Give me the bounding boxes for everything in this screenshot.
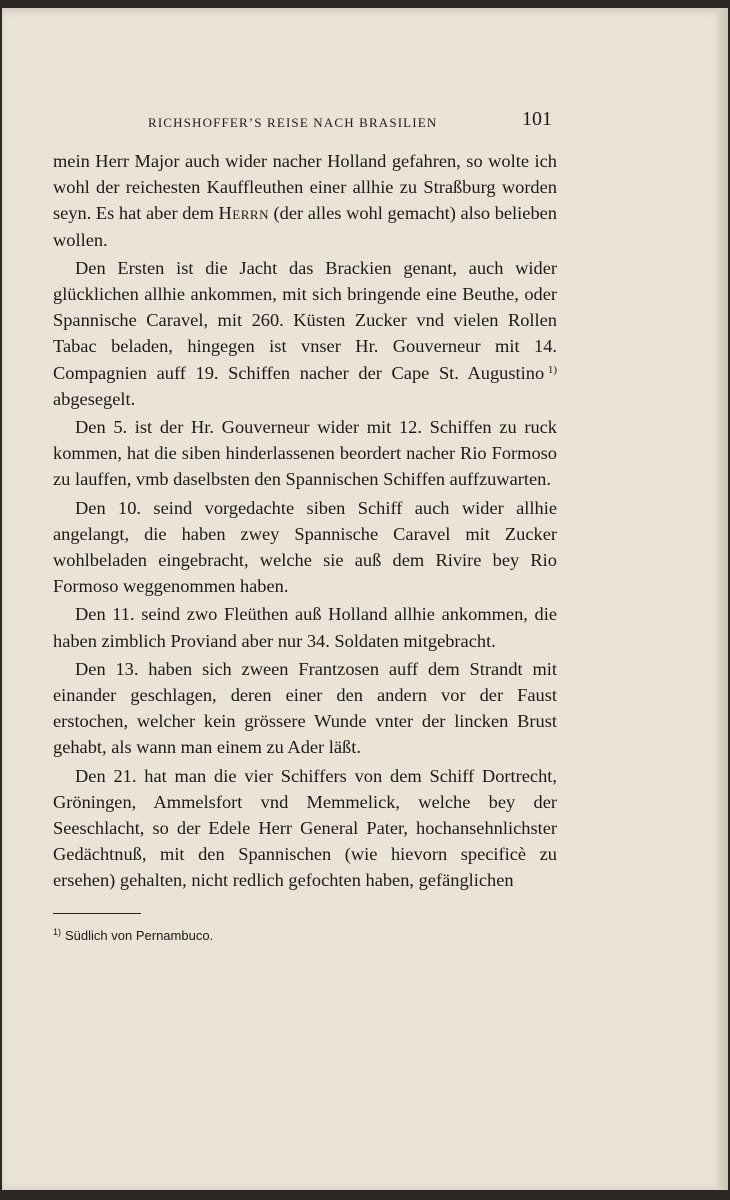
- paragraph: [53, 148, 557, 253]
- paragraph-text: abgesegelt.: [53, 388, 136, 409]
- paragraph: [53, 255, 557, 412]
- footnote-rule: [53, 913, 141, 914]
- footnote-text: Südlich von Pernambuco.: [65, 928, 214, 943]
- paragraph: Den 21. hat man die vier Schiffers von dem Schiff Dortrecht, Gröningen, Ammelsfort vnd Memmelick, welche bey der Seeschlacht, so der Edele Herr General Pater, hochansehnlichster Gedächtnuß, mit den Spannischen (wie hievorn specificè zu ersehen) gehalten, nicht redlich gefochten haben, gefänglichen: [53, 765, 557, 891]
- page-edge: [718, 8, 728, 1190]
- small-caps-word: Herrn: [218, 203, 269, 224]
- paragraph: Den 5. ist der Hr. Gouverneur wider mit 12. Schiffen zu ruck kommen, hat die siben hinderlassenen beordert nacher Rio Formoso zu lauffen, vmb daselbsten den Spannischen Schiffen auffzuwarten.: [53, 417, 557, 490]
- footnote-marker: 1): [53, 927, 62, 937]
- paragraph-text: mein Herr Major auch wider nacher Holland gefahren, so wolte ich wohl der reichesten Kauffleuthen einer allhie zu Straßburg worden seyn. Es hat aber dem: [53, 151, 557, 224]
- paragraph: Den 13. haben sich zween Frantzosen auff dem Strandt mit einander geschlagen, deren einer den andern vor der Faust erstochen, welcher kein grössere Wunde vnter der lincken Brust gehabt, als wann man einem zu Ader läßt.: [53, 658, 557, 758]
- footnote: [53, 928, 213, 943]
- paragraph-text: (der alles wohl gemacht) also belieben wollen.: [53, 203, 557, 250]
- running-title: RICHSHOFFER’S REISE NACH BRASILIEN: [148, 115, 438, 130]
- paragraph-text: Den Ersten ist die Jacht das Brackien genant, auch wider glücklichen allhie ankommen, mit sich bringende eine Beuthe, oder Spannische Caravel, mit 260. Küsten Zucker vnd vielen Rollen Tabac beladen, hingegen ist vnser Hr. Gouverneur mit 14. Compagnien auff 19. Schiffen nacher der Cape St. Augustino: [53, 257, 557, 383]
- page-number: 101: [522, 108, 552, 130]
- page-header: [148, 108, 556, 134]
- paragraph: Den 10. seind vorgedachte siben Schiff auch wider allhie angelangt, die haben zwey Spannische Caravel mit Zucker wohlbeladen eingebracht, welche sie auß dem Rivire bey Rio Formoso weggenommen haben.: [53, 497, 557, 597]
- paragraph: Den 11. seind zwo Fleüthen auß Holland allhie ankommen, die haben zimblich Proviand aber nur 34. Soldaten mitgebracht.: [53, 604, 557, 651]
- footnote-reference[interactable]: 1): [547, 363, 557, 376]
- body-text: [53, 148, 557, 896]
